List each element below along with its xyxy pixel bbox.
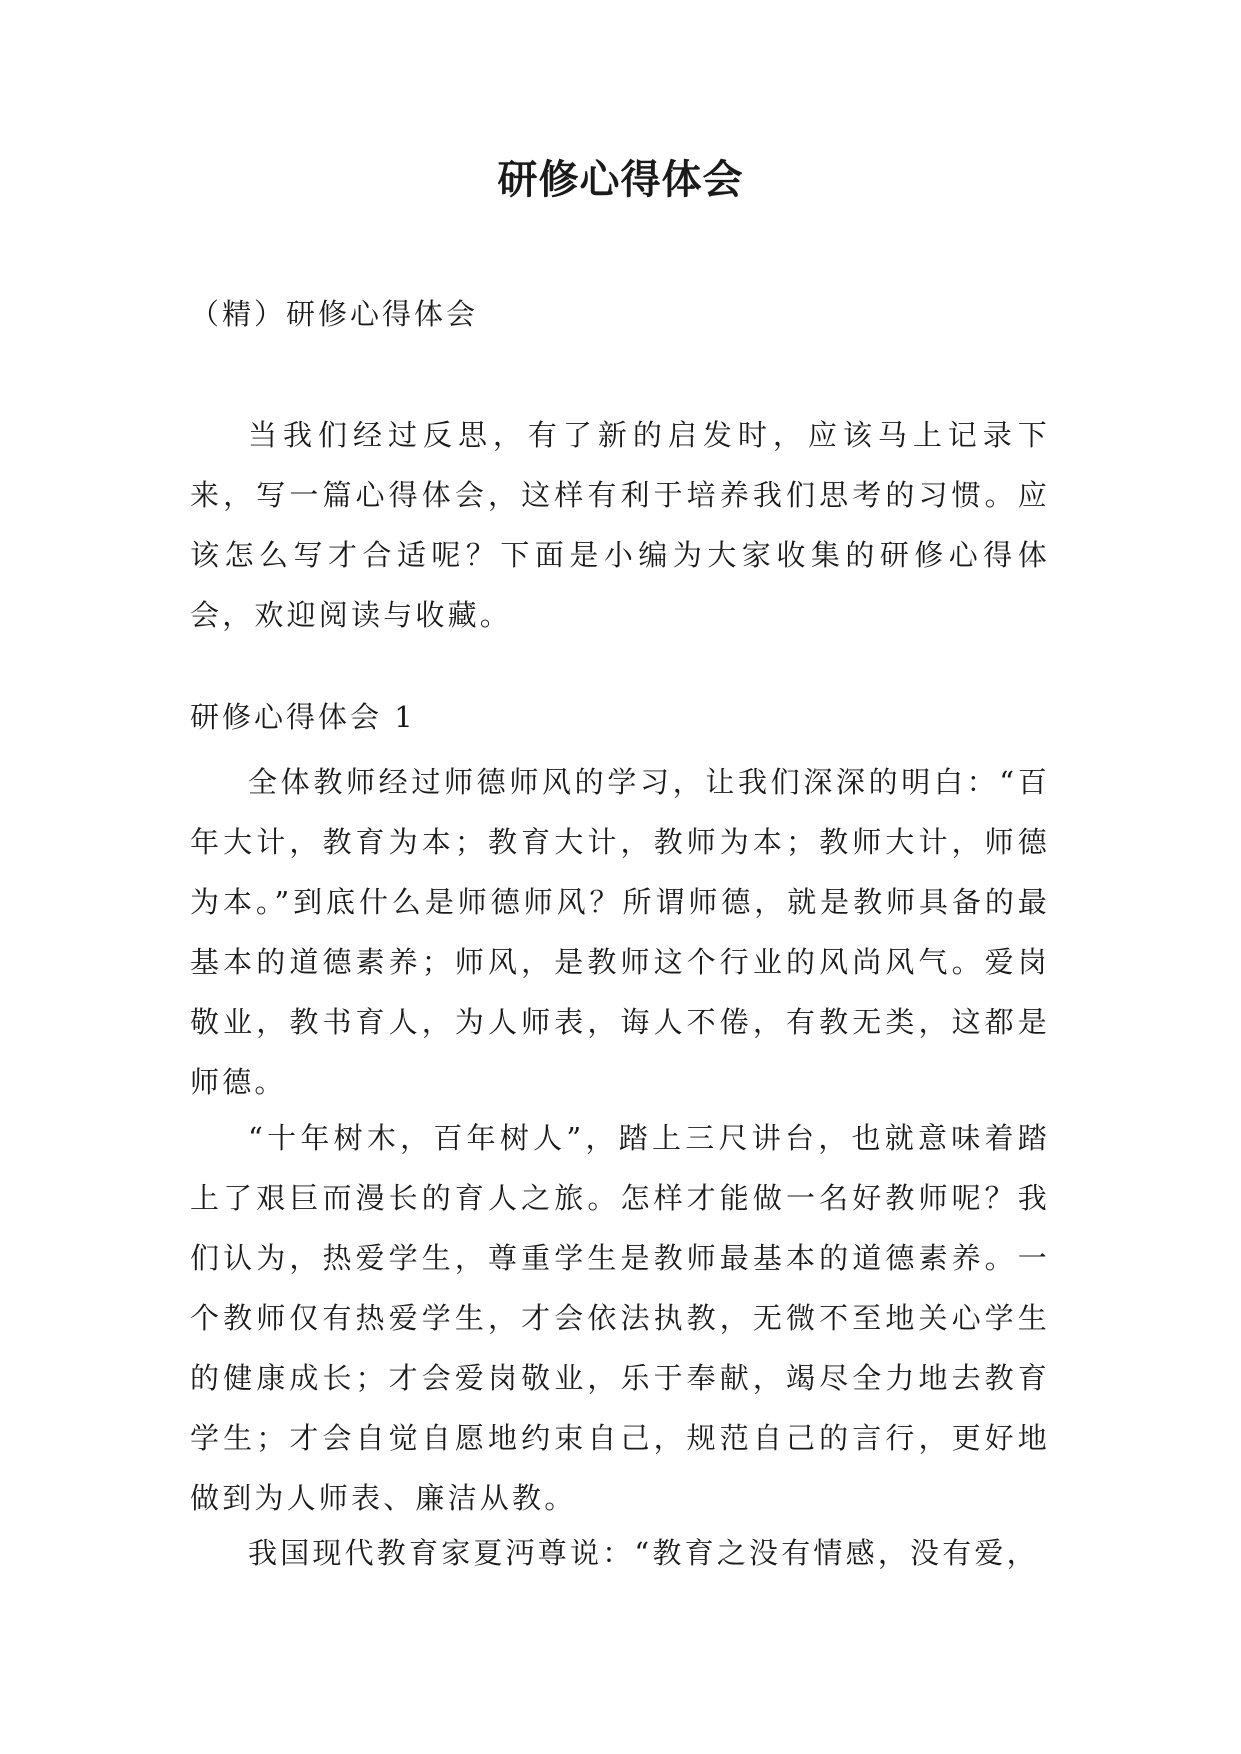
document-title: 研修心得体会 — [497, 156, 744, 203]
document-subtitle: （精）研修心得体会 — [190, 297, 479, 331]
intro-paragraph: 当我们经过反思，有了新的启发时，应该马上记录下来，写一篇心得体会，这样有利于培养我们思考的习惯。应该怎么写才合适呢？下面是小编为大家收集的研修心得体会，欢迎阅读与收藏。 — [190, 418, 1050, 632]
paragraph-block-1 — [190, 752, 1050, 1112]
paragraph-3: 我国现代教育家夏沔尊说：“教育之没有情感，没有爱， — [248, 1536, 1039, 1570]
section-heading: 研修心得体会 1 — [190, 700, 416, 734]
intro-paragraph-block — [190, 405, 1050, 645]
paragraph-2: “十年树木，百年树人”，踏上三尺讲台，也就意味着踏上了艰巨而漫长的育人之旅。怎样才能做一名好教师呢？我们认为，热爱学生，尊重学生是教师最基本的道德素养。一个教师仅有热爱学生，才会依法执教，无微不至地关心学生的健康成长；才会爱岗敬业，乐于奉献，竭尽全力地去教育学生；才会自觉自愿地约束自己，规范自己的言行，更好地做到为人师表、廉洁从教。 — [190, 1121, 1050, 1515]
paragraph-block-2 — [190, 1108, 1050, 1528]
paragraph-1: 全体教师经过师德师风的学习，让我们深深的明白：“百年大计，教育为本；教育大计，教师为本；教师大计，师德为本。”到底什么是师德师风？所谓师德，就是教师具备的最基本的道德素养；师风，是教师这个行业的风尚风气。爱岗敬业，教书育人，为人师表，诲人不倦，有教无类，这都是师德。 — [190, 765, 1050, 1099]
paragraph-block-3 — [190, 1523, 1050, 1583]
